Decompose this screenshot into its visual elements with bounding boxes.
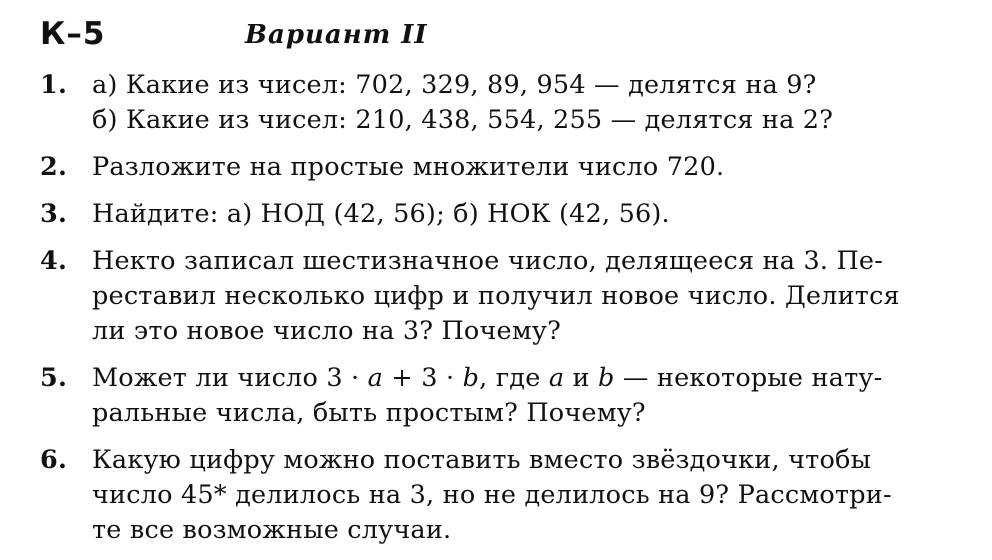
worksheet-code: К–5 <box>40 16 106 52</box>
task-number: 6. <box>40 445 68 475</box>
variant-title: Вариант II <box>245 20 428 50</box>
task-line: число 45* делилось на 3, но не делилось на 9? Рассмотри- <box>92 480 892 510</box>
task-number: 3. <box>40 199 68 229</box>
task-text: и <box>564 363 599 393</box>
task-6 <box>40 443 965 548</box>
task-line: ли это новое число на 3? Почему? <box>92 316 561 346</box>
task-5 <box>40 361 965 431</box>
task-number: 1. <box>40 70 68 100</box>
task-number: 4. <box>40 246 68 276</box>
task-number: 5. <box>40 363 68 393</box>
task-text: , где <box>479 363 549 393</box>
task-line: Разложите на простые множители число 720. <box>92 152 725 182</box>
variable-a: a <box>548 363 565 393</box>
task-1 <box>40 68 965 138</box>
task-line: Некто записал шестизначное число, делящееся на 3. Пе- <box>92 246 884 276</box>
task-line: реставил несколько цифр и получил новое число. Делится <box>92 281 900 311</box>
variable-b: b <box>598 363 615 393</box>
task-line: а) Какие из чисел: 702, 329, 89, 954 — делятся на 9? <box>92 70 817 100</box>
task-text: — некоторые нату- <box>614 363 883 393</box>
task-line: б) Какие из чисел: 210, 438, 554, 255 — делятся на 2? <box>92 105 834 135</box>
task-4 <box>40 244 965 349</box>
task-3 <box>40 197 965 232</box>
task-line: те все возможные случаи. <box>92 515 452 545</box>
task-line: Найдите: а) НОД (42, 56); б) НОК (42, 56). <box>92 199 670 229</box>
task-line <box>92 361 965 396</box>
task-line: ральные числа, быть простым? Почему? <box>92 398 646 428</box>
task-text: Может ли число 3 · <box>92 363 368 393</box>
variable-b: b <box>462 363 480 393</box>
worksheet-header <box>40 12 980 56</box>
task-2 <box>40 150 965 185</box>
task-text: + 3 · <box>383 363 463 393</box>
variable-a: a <box>367 363 384 393</box>
task-line: Какую цифру можно поставить вместо звёздочки, чтобы <box>92 445 872 475</box>
task-list <box>40 68 965 560</box>
task-number: 2. <box>40 152 68 182</box>
